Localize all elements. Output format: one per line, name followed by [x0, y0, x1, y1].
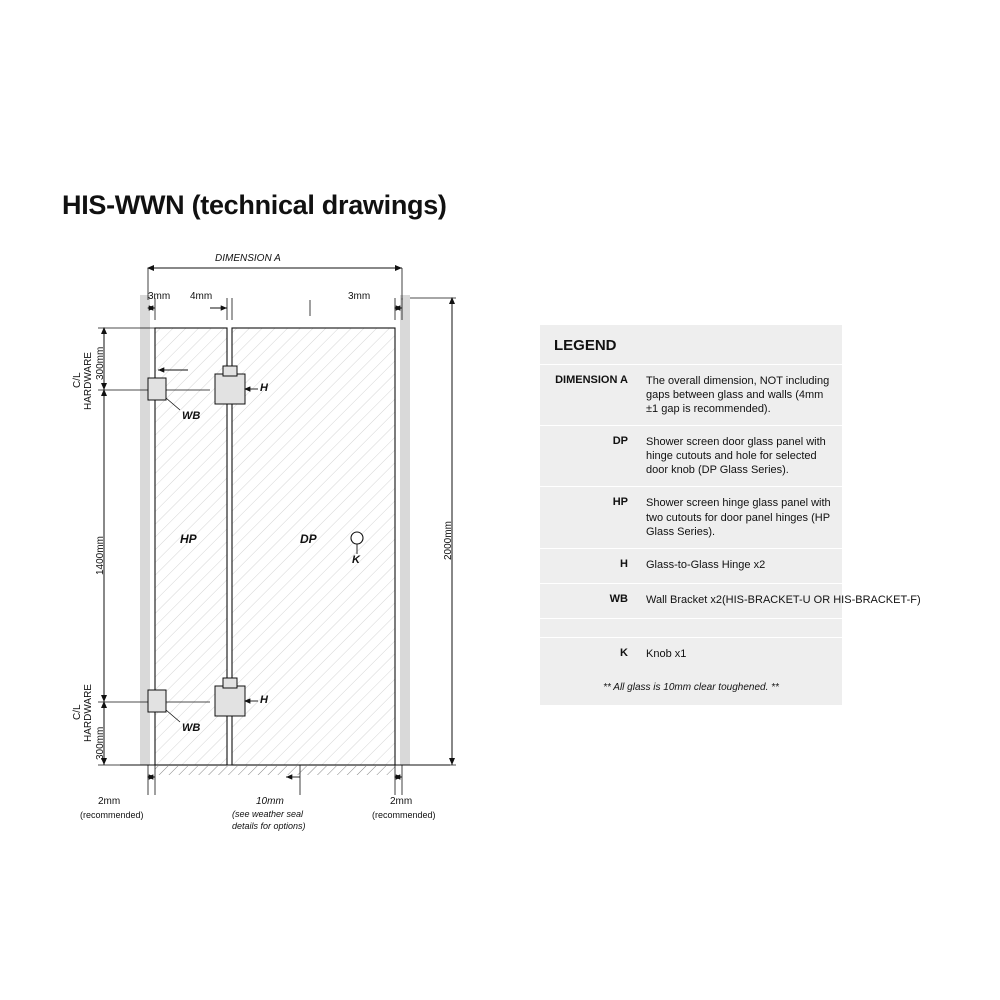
bottom-mid-note-2: details for options): [232, 821, 306, 831]
legend-value: The overall dimension, NOT including gaps between glass and walls (4mm ±1 gap is recommended).: [646, 375, 830, 416]
bottom-left-dim: 2mm: [98, 796, 121, 807]
legend-value: Glass-to-Glass Hinge x2: [646, 558, 766, 571]
legend-row: [540, 364, 842, 425]
tag-wb-top: WB: [182, 410, 201, 422]
middle-dim: 1400mm: [95, 536, 106, 575]
legend-row: [540, 548, 842, 583]
gap-right-label: 3mm: [348, 291, 371, 302]
legend-value: Knob x1: [646, 647, 687, 660]
hardware-top-note-1: C/L: [72, 372, 83, 388]
page-title: HIS-WWN (technical drawings): [62, 190, 447, 220]
legend-title: LEGEND: [554, 337, 617, 354]
legend-row: [540, 637, 842, 672]
legend-spacer-value: [638, 619, 842, 637]
legend-footnote: ** All glass is 10mm clear toughened. **: [603, 681, 779, 693]
bottom-mid-note-1: (see weather seal: [232, 809, 304, 819]
hardware-bottom-note-2: HARDWARE: [83, 684, 94, 742]
hardware-bottom-note-1: C/L: [72, 704, 83, 720]
legend-value: Wall Bracket x2(HIS-BRACKET-U OR HIS-BRACKET-F): [646, 593, 921, 606]
gap-mid-label: 4mm: [190, 291, 213, 302]
hardware-bottom-dim: 300mm: [95, 726, 106, 760]
legend-key: HP: [612, 496, 628, 509]
hardware-top-dim: 300mm: [95, 346, 106, 380]
bottom-mid-dim: 10mm: [256, 796, 284, 807]
legend-row: [540, 425, 842, 486]
legend-row: [540, 486, 842, 547]
legend-spacer-key: [540, 619, 638, 637]
bottom-right-dim: 2mm: [390, 796, 413, 807]
shower-screen-drawing: [60, 250, 480, 840]
legend-panel: [540, 325, 921, 705]
tag-wb-bottom: WB: [182, 722, 201, 734]
legend-key: K: [620, 646, 628, 659]
legend-value: Shower screen hinge glass panel with two cutouts for door panel hinges (HP Glass Series).: [646, 497, 831, 538]
tag-h-top: H: [260, 382, 268, 394]
legend-key: H: [620, 557, 628, 570]
legend-key: DP: [612, 435, 628, 448]
legend-row: [540, 583, 921, 618]
panel-hp-label: HP: [180, 532, 197, 546]
hardware-top-note-2: HARDWARE: [83, 352, 94, 410]
legend-value: Shower screen door glass panel with hinge cutouts and hole for selected door knob (DP Glass Series).: [646, 436, 826, 477]
bottom-left-note: (recommended): [80, 810, 144, 820]
legend-key: DIMENSION A: [555, 374, 628, 386]
tag-k: K: [352, 554, 360, 566]
drawing-svg: [60, 250, 480, 840]
legend-spacer: [540, 618, 842, 637]
bottom-right-note: (recommended): [372, 810, 436, 820]
panel-dp-label: DP: [300, 532, 317, 546]
overall-height-label: 2000mm: [443, 521, 454, 560]
legend-key: WB: [609, 592, 628, 605]
tag-h-bottom: H: [260, 694, 268, 706]
dimension-a-label: DIMENSION A: [215, 253, 281, 264]
gap-left-label: 3mm: [148, 291, 171, 302]
